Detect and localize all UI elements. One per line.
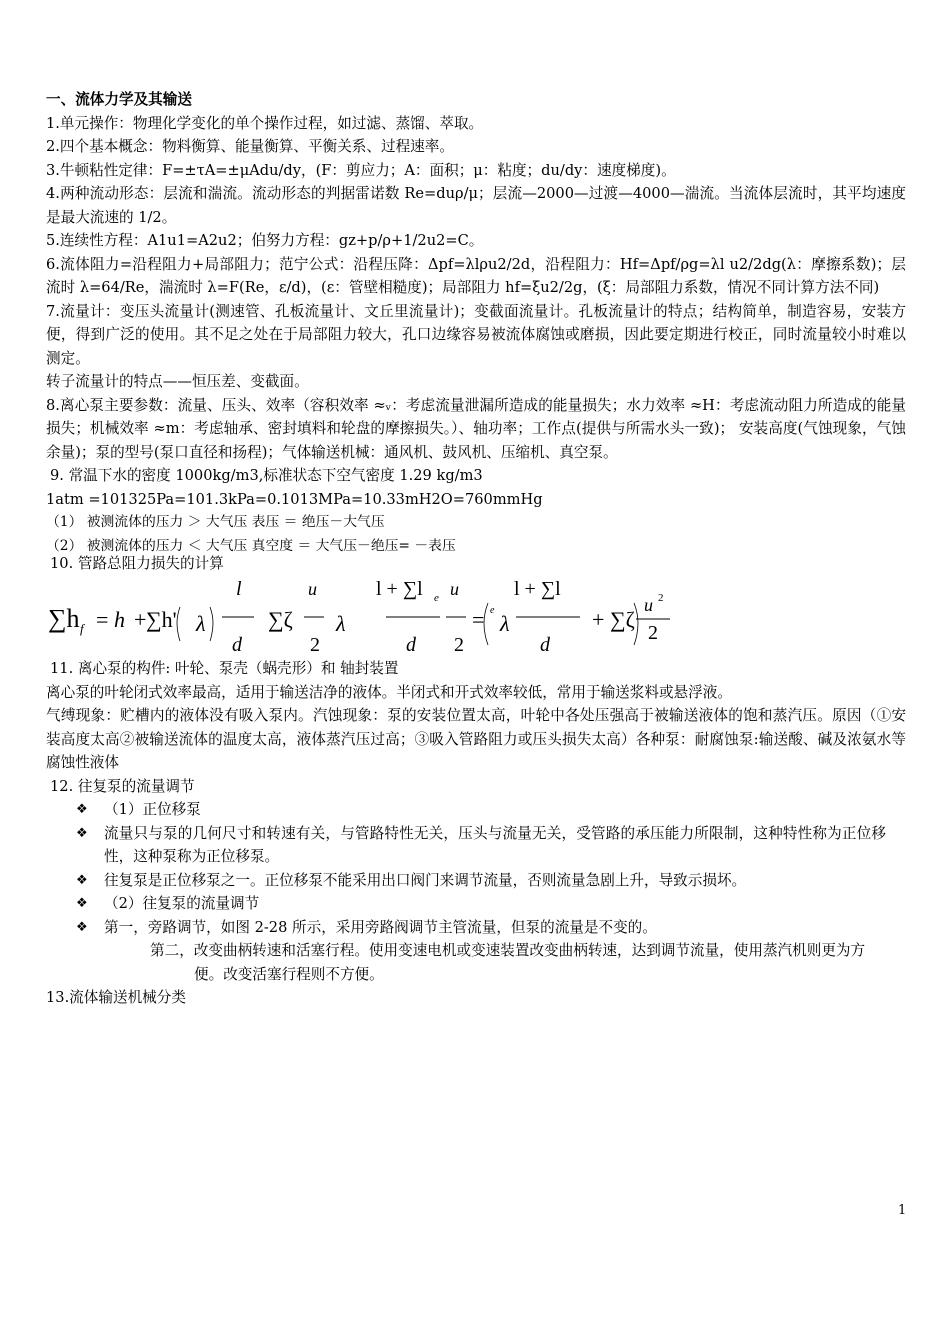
bullet-text: （2）往复泵的流量调节 [104,895,260,912]
bullet-text: 往复泵是正位移泵之一。正位移泵不能采用出口阀门来调节流量，否则流量急剧上升，导致示损坏。 [104,871,747,889]
formula-eq-1: = [96,607,109,632]
item-7: 7.流量计：变压头流量计(测速管、孔板流量计、文丘里流量计)；变截面流量计。孔板流量计的特点；结构简单，制造容易，安装方便，得到广泛的使用。其不足之处在于局部阻力较大，孔口边缘容易被流体腐蚀或磨损，因此要定期进行校正，同时流量较小时难以测定。 [46,302,906,367]
bullet-text: 流量只与泵的几何尺寸和转速有关，与管路特性无关，压头与流量无关，受管路的承压能力所限制，这种特性称为正位移性，这种泵称为正位移泵。 [104,824,886,865]
item-1: 1.单元操作：物理化学变化的单个操作过程，如过滤、蒸馏、萃取。 [46,114,484,132]
item-11-impeller: 离心泵的叶轮闭式效率最高，适用于输送洁净的液体。半闭式和开式效率较低，常用于输送浆料或悬浮液。 [46,683,732,701]
bullet-item [46,869,906,893]
formula-lambda-1: λ [196,611,206,636]
formula-plus-1: + [134,607,147,632]
formula-sup-2: 2 [658,592,664,604]
formula-d-1: d [232,634,242,655]
document-body [46,88,906,1010]
item-9-gauge: （1） 被测流体的压力 ＞ 大气压 表压 ＝ 绝压－大气压 [46,514,385,530]
formula-sub-e-1: e [434,592,439,604]
formula-l-plus-l: l + ∑l [514,578,561,600]
formula-u-3: u [644,595,653,615]
item-12: 12. 往复泵的流量调节 [50,777,195,795]
formula-sum-zeta-2: ∑ζ [610,607,635,632]
item-9-atm: 1atm =101325Pa=101.3kPa=0.1013MPa=10.33mH2O=760mmHg [46,490,543,508]
formula-sum-h-prime: ∑h' [146,607,177,632]
formula-sum-h: ∑h [48,604,80,633]
bullet-text: 第一，旁路调节，如图 2-28 所示，采用旁路阀调节主管流量，但泵的流量是不变的。 [104,918,657,936]
formula-d-2: d [406,634,416,655]
bullet-icon: ❖ [76,872,88,888]
formula-two-1: 2 [310,634,320,655]
item-13: 13.流体输送机械分类 [46,989,186,1006]
formula-lambda-3: λ [500,611,510,636]
formula-l-plus-le: l + ∑l [376,578,423,600]
formula-u-1: u [308,579,317,599]
item-11: 11. 离心泵的构件: 叶轮、泵壳（蜗壳形）和 轴封装置 [50,660,399,677]
formula-l: l [236,578,242,600]
item-2: 2.四个基本概念：物料衡算、能量衡算、平衡关系、过程速率。 [46,138,454,155]
item-8: 8.离心泵主要参数：流量、压头、效率（容积效率 ≈ᵥ：考虑流量泄漏所造成的能量损失；水力效率 ≈H：考虑流动阻力所造成的能量损失；机械效率 ≈m：考虑轴承、密封填料和轮盘的摩擦损失。）、轴功率；工作点(提供与所需水头一致)； 安装高度(气蚀现象，气蚀余量)；泵的型号(泵口直径和扬程)；气体输送机械：通风机、鼓风机、压缩机、真空泵。 [46,396,906,461]
item-5: 5.连续性方程：A1u1=A2u2；伯努力方程：gz+p/ρ+1/2u2=C。 [46,232,484,249]
item-11-cavitation: 气缚现象：贮槽内的液体没有吸入泵内。汽蚀现象：泵的安装位置太高，叶轮中各处压强高于被输送液体的饱和蒸汽压。原因（①安装高度太高②被输送流体的温度太高，液体蒸汽压过高；③吸入管路阻力或压头损失太高）各种泵：耐腐蚀泵:输送酸、碱及浓氨水等腐蚀性液体 [46,707,906,771]
item-9: 9. 常温下水的密度 1000kg/m3,标准状态下空气密度 1.29 kg/m3 [50,467,483,484]
item-7-rotameter: 转子流量计的特点——恒压差、变截面。 [46,373,309,390]
section-title: 一、流体力学及其输送 [46,91,192,108]
formula-sum-zeta-1: ∑ζ [268,607,293,632]
second-method [104,939,906,986]
bullet-item [46,916,906,940]
formula-two-2: 2 [454,634,464,655]
item-3: 3.牛顿粘性定律：F=±τA=±μAdu/dy，(F：剪应力；A：面积；μ：粘度；du/dy：速度梯度)。 [46,161,676,179]
bullet-item [46,798,906,822]
item-10: 10. 管路总阻力损失的计算 [50,554,224,572]
formula-h: h [114,607,125,632]
formula-sub-f: f [80,621,84,636]
formula-u-2: u [450,579,459,599]
bullet-item [46,822,906,869]
formula-paren-1 [177,607,213,641]
bullet-icon: ❖ [76,802,88,817]
bullet-icon: ❖ [76,825,88,841]
item-4: 4.两种流动形态：层流和湍流。流动形态的判据雷诺数 Re=duρ/μ；层流—2000—过渡—4000—湍流。当流体层流时，其平均速度是最大流速的 1/2。 [46,185,906,226]
formula-sub-e-2: e [490,605,495,616]
second-method-line-2: 便。改变活塞行程则不方便。 [194,965,384,983]
page-number: 1 [898,1203,907,1218]
formula-plus-2: + [592,607,605,632]
formula-lambda-2: λ [336,611,346,636]
item-9-vacuum: （2） 被测流体的压力 ＜ 大气压 真空度 ＝ 大气压－绝压= －表压 [46,537,456,554]
bullet-icon: ❖ [76,896,88,911]
second-method-line-1: 第二，改变曲柄转速和活塞行程。使用变速电机或变速装置改变曲柄转速，达到调节流量，使用蒸汽机则更为方 [150,942,866,959]
item-6: 6.流体阻力=沿程阻力+局部阻力；范宁公式：沿程压降：Δpf=λlρu2/2d，沿程阻力：Hf=Δpf/ρg=λl u2/2dg(λ：摩擦系数)；层流时 λ=64/Re，湍流时 λ=F(Re，ε/d)，(ε：管壁相糙度)；局部阻力 hf=ξu2/2g，(ξ：局部阻力系数，情况不同计算方法不同) [46,255,906,296]
formula-eq-2: = [472,607,485,632]
formula-two-3: 2 [648,622,658,644]
formula-d-3: d [540,634,550,655]
bullet-text: （1）正位移泵 [104,801,201,818]
bullet-item [46,892,906,916]
bullet-icon: ❖ [76,919,88,935]
head-loss-formula [46,575,906,657]
